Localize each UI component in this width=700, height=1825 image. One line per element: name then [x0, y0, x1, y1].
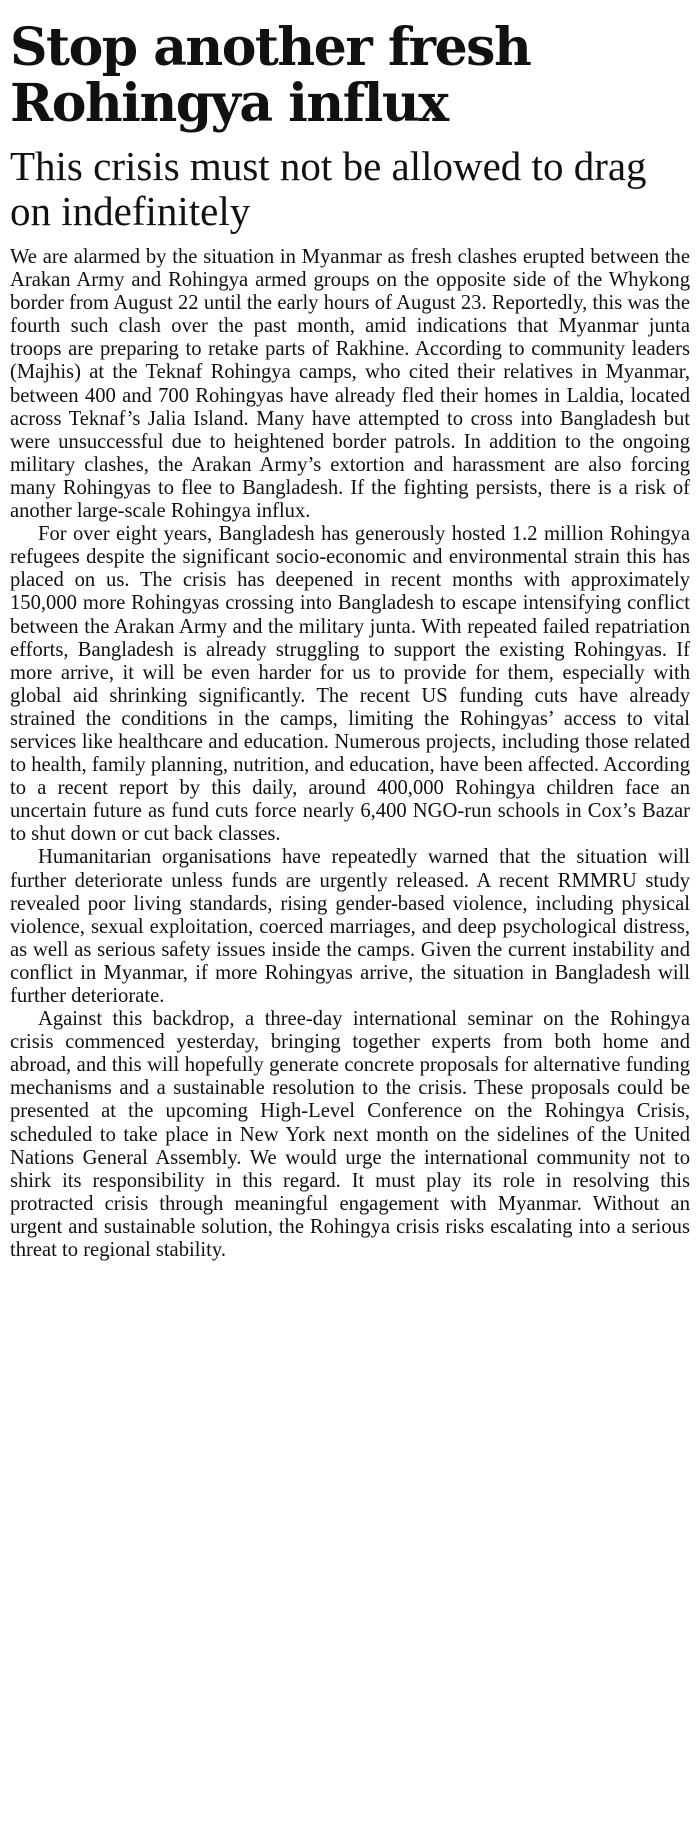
article-body: [10, 246, 690, 1262]
paragraph-1: We are alarmed by the situation in Myanmar as fresh clashes erupted between the Arakan Army and Rohingya armed groups on the opposite side of the Whykong border from August 22 until the early hours of August 23. Reportedly, this was the fourth such clash over the past month, amid indications that Myanmar junta troops are preparing to retake parts of Rakhine. According to community leaders (Majhis) at the Teknaf Rohingya camps, who cited their relatives in Myanmar, between 400 and 700 Rohingyas have already fled their homes in Laldia, located across Teknaf’s Jalia Island. Many have attempted to cross into Bangladesh but were unsuccessful due to heightened border patrols. In addition to the ongoing military clashes, the Arakan Army’s extortion and harassment are also forcing many Rohingyas to flee to Bangladesh. If the fighting persists, there is a risk of another large-scale Rohingya influx.: [10, 246, 690, 523]
paragraph-4: Against this backdrop, a three-day international seminar on the Rohingya crisis commenced yesterday, bringing together experts from both home and abroad, and this will hopefully generate concrete proposals for alternative funding mechanisms and a sustainable resolution to the crisis. These proposals could be presented at the upcoming High-Level Conference on the Rohingya Crisis, scheduled to take place in New York next month on the sidelines of the United Nations General Assembly. We would urge the international community not to shirk its responsibility in this regard. It must play its role in resolving this protracted crisis through meaningful engagement with Myanmar. Without an urgent and sustainable solution, the Rohingya crisis risks escalating into a serious threat to regional stability.: [10, 1008, 690, 1262]
subheadline: This crisis must not be allowed to drag on indefinitely: [10, 143, 647, 234]
editorial-article: [10, 0, 690, 1262]
headline: Stop another fresh Rohingya influx: [10, 17, 531, 134]
paragraph-3: Humanitarian organisations have repeatedly warned that the situation will further deteriorate unless funds are urgently released. A recent RMMRU study revealed poor living standards, rising gender-based violence, including physical violence, sexual exploitation, coerced marriages, and deep psychological distress, as well as serious safety issues inside the camps. Given the current instability and conflict in Myanmar, if more Rohingyas arrive, the situation in Bangladesh will further deteriorate.: [10, 846, 690, 1007]
paragraph-2: For over eight years, Bangladesh has generously hosted 1.2 million Rohingya refugees despite the significant socio-economic and environmental strain this has placed on us. The crisis has deepened in recent months with approximately 150,000 more Rohingyas crossing into Bangladesh to escape intensifying conflict between the Arakan Army and the military junta. With repeated failed repatriation efforts, Bangladesh is already struggling to support the existing Rohingyas. If more arrive, it will be even harder for us to provide for them, especially with global aid shrinking significantly. The recent US funding cuts have already strained the conditions in the camps, limiting the Rohingyas’ access to vital services like healthcare and education. Numerous projects, including those related to health, family planning, nutrition, and education, have been affected. According to a recent report by this daily, around 400,000 Rohingya children face an uncertain future as fund cuts force nearly 6,400 NGO-run schools in Cox’s Bazar to shut down or cut back classes.: [10, 523, 690, 846]
